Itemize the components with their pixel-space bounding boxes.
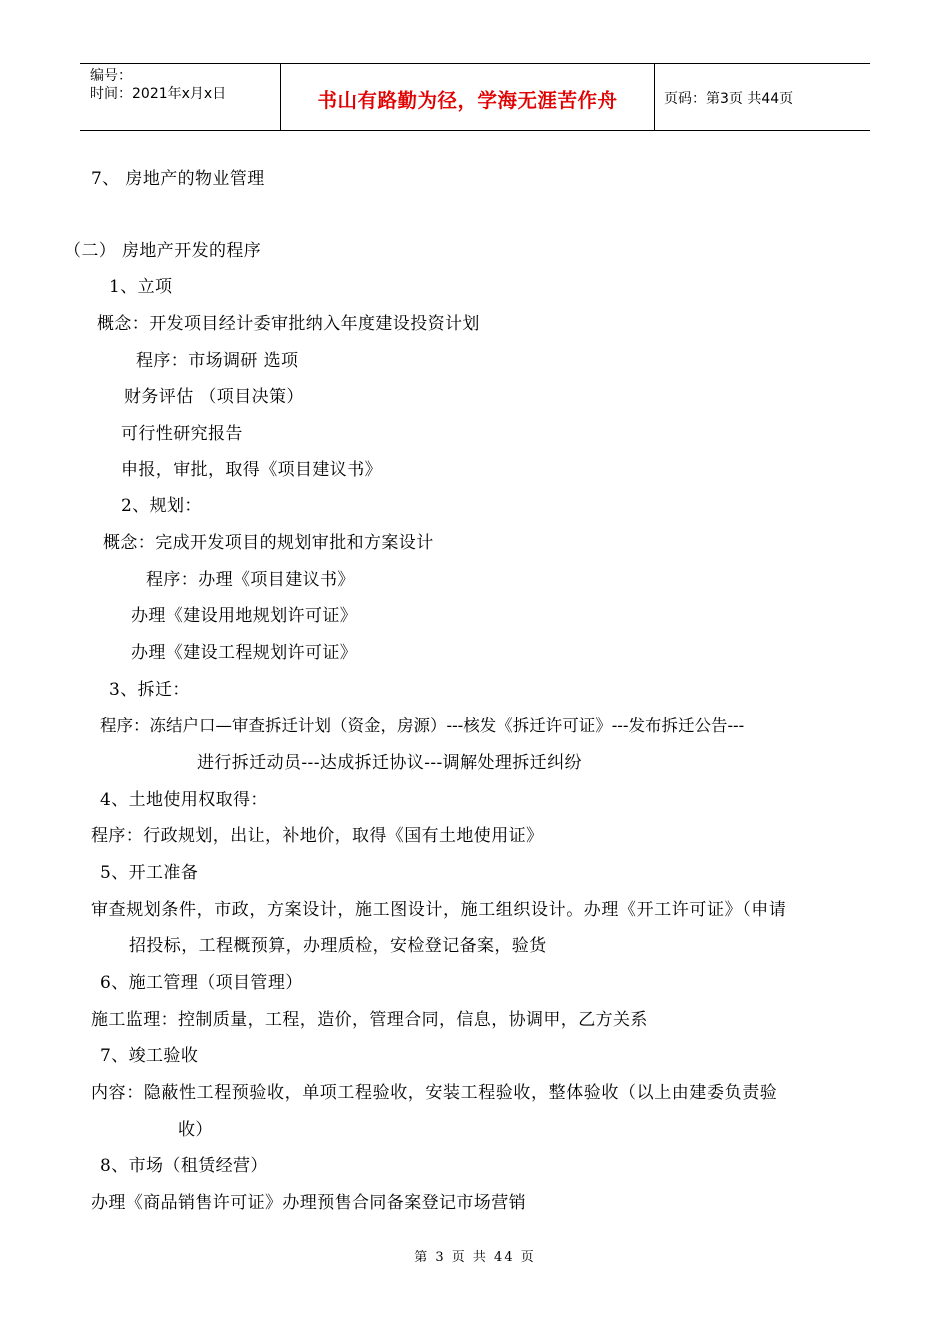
header-meta-cell [80, 64, 281, 130]
section-heading-development-procedure: （二） 房地产开发的程序 [64, 241, 262, 261]
step-detail: 财务评估 （项目决策） [124, 387, 304, 407]
step-procedure: 程序：市场调研 选项 [136, 351, 299, 371]
step-detail: 办理《建设工程规划许可证》 [131, 643, 358, 663]
step-detail: 审查规划条件，市政，方案设计，施工图设计，施工组织设计。办理《开工许可证》（申请 [91, 900, 787, 920]
step-detail: 可行性研究报告 [121, 424, 243, 444]
step-detail-continued: 收） [178, 1120, 213, 1140]
step-procedure-continued: 进行拆迁动员---达成拆迁协议---调解处理拆迁纠纷 [197, 753, 582, 773]
step-detail: 申报，审批，取得《项目建议书》 [121, 460, 382, 480]
step-heading-project-approval: 1、立项 [109, 277, 173, 297]
step-heading-construction-management: 6、施工管理（项目管理） [100, 973, 303, 993]
header-motto: 书山有路勤为径，学海无涯苦作舟 [281, 64, 655, 130]
step-procedure: 程序：办理《项目建议书》 [146, 570, 355, 590]
header-page-info: 页码：第3页 共44页 [664, 91, 794, 107]
step-detail: 办理《建设用地规划许可证》 [131, 606, 358, 626]
step-heading-construction-prep: 5、开工准备 [100, 863, 199, 883]
step-detail: 内容：隐蔽性工程预验收，单项工程验收，安装工程验收，整体验收（以上由建委负责验 [91, 1083, 778, 1103]
step-heading-land-use-rights: 4、土地使用权取得： [100, 790, 268, 810]
step-procedure: 程序：冻结户口—审查拆迁计划（资金，房源）---核发《拆迁许可证》---发布拆迁公告--- [100, 716, 745, 735]
step-heading-completion-acceptance: 7、竣工验收 [100, 1046, 199, 1066]
page-footer: 第 3 页 共 44 页 [414, 1250, 536, 1265]
step-heading-demolition: 3、拆迁： [109, 680, 190, 700]
header-table [80, 63, 870, 131]
document-number-label: 编号： [90, 68, 132, 84]
step-detail: 办理《商品销售许可证》办理预售合同备案登记市场营销 [91, 1193, 526, 1213]
step-detail-continued: 招投标，工程概预算，办理质检，安检登记备案，验货 [129, 936, 547, 956]
document-date-label: 时间：2021年x月x日 [90, 86, 227, 102]
step-detail: 施工监理：控制质量，工程，造价，管理合同，信息，协调甲，乙方关系 [91, 1010, 648, 1030]
step-heading-market: 8、市场（租赁经营） [100, 1156, 268, 1176]
step-procedure: 程序：行政规划，出让，补地价，取得《国有土地使用证》 [91, 826, 544, 846]
step-concept: 概念：开发项目经计委审批纳入年度建设投资计划 [97, 314, 480, 334]
step-heading-planning: 2、规划： [121, 496, 202, 516]
list-item-property-management: 7、 房地产的物业管理 [91, 169, 265, 189]
step-concept: 概念：完成开发项目的规划审批和方案设计 [103, 533, 434, 553]
